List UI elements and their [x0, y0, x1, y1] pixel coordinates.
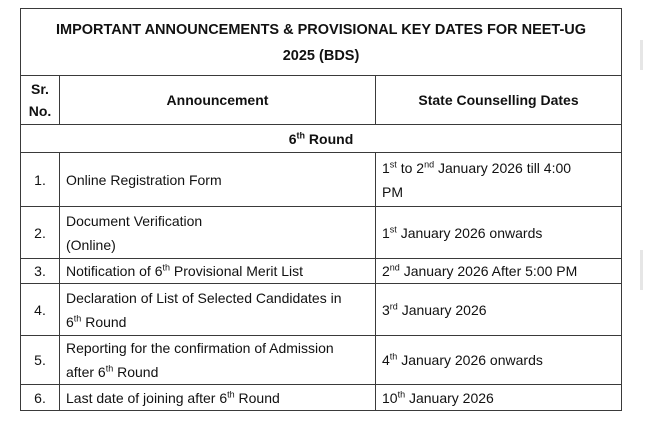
row-date: 1st to 2nd January 2026 till 4:00 PM: [376, 153, 622, 207]
header-announcement: Announcement: [60, 76, 376, 125]
row-date: 4th January 2026 onwards: [376, 336, 622, 385]
row-sr: 5.: [21, 336, 60, 385]
scan-edge-mark: [640, 250, 643, 290]
header-dates: State Counselling Dates: [376, 76, 622, 125]
row-sr: 6.: [21, 385, 60, 411]
row-date: 3rd January 2026: [376, 284, 622, 336]
row-announcement: Notification of 6th Provisional Merit List: [60, 259, 376, 284]
row-date: 2nd January 2026 After 5:00 PM: [376, 259, 622, 284]
row-sr: 2.: [21, 207, 60, 259]
round-label: Round: [305, 130, 354, 147]
table-row: [21, 153, 622, 207]
table-row: [21, 207, 622, 259]
title-line-2: 2025 (BDS): [282, 48, 360, 64]
row-announcement: Online Registration Form: [60, 153, 376, 207]
title-line-1: IMPORTANT ANNOUNCEMENTS & PROVISIONAL KEY DATES FOR NEET-UG: [55, 22, 587, 38]
row-sr: 4.: [21, 284, 60, 336]
header-row: [21, 76, 622, 125]
table-row: [21, 336, 622, 385]
table-title: [21, 9, 622, 76]
row-date: 10th January 2026: [376, 385, 622, 411]
round-heading: [21, 125, 622, 153]
row-announcement: Last date of joining after 6th Round: [60, 385, 376, 411]
table-row: [21, 284, 622, 336]
title-row: [21, 9, 622, 76]
header-sr-no: [21, 76, 60, 125]
round-number: 6: [288, 130, 297, 147]
scan-edge-mark: [640, 40, 643, 70]
header-sr-line-1: Sr.: [31, 81, 49, 97]
row-date: 1st January 2026 onwards: [376, 207, 622, 259]
document-page: [20, 8, 621, 411]
row-announcement: Reporting for the confirmation of Admission after 6th Round: [60, 336, 376, 385]
row-announcement: Document Verification (Online): [60, 207, 376, 259]
row-sr: 3.: [21, 259, 60, 284]
table-row: [21, 385, 622, 411]
header-sr-line-2: No.: [28, 103, 52, 119]
round-suffix: th: [296, 129, 306, 140]
row-sr: 1.: [21, 153, 60, 207]
round-row: [21, 125, 622, 153]
key-dates-table: [20, 8, 622, 411]
table-row: [21, 259, 622, 284]
row-announcement: Declaration of List of Selected Candidates in 6th Round: [60, 284, 376, 336]
